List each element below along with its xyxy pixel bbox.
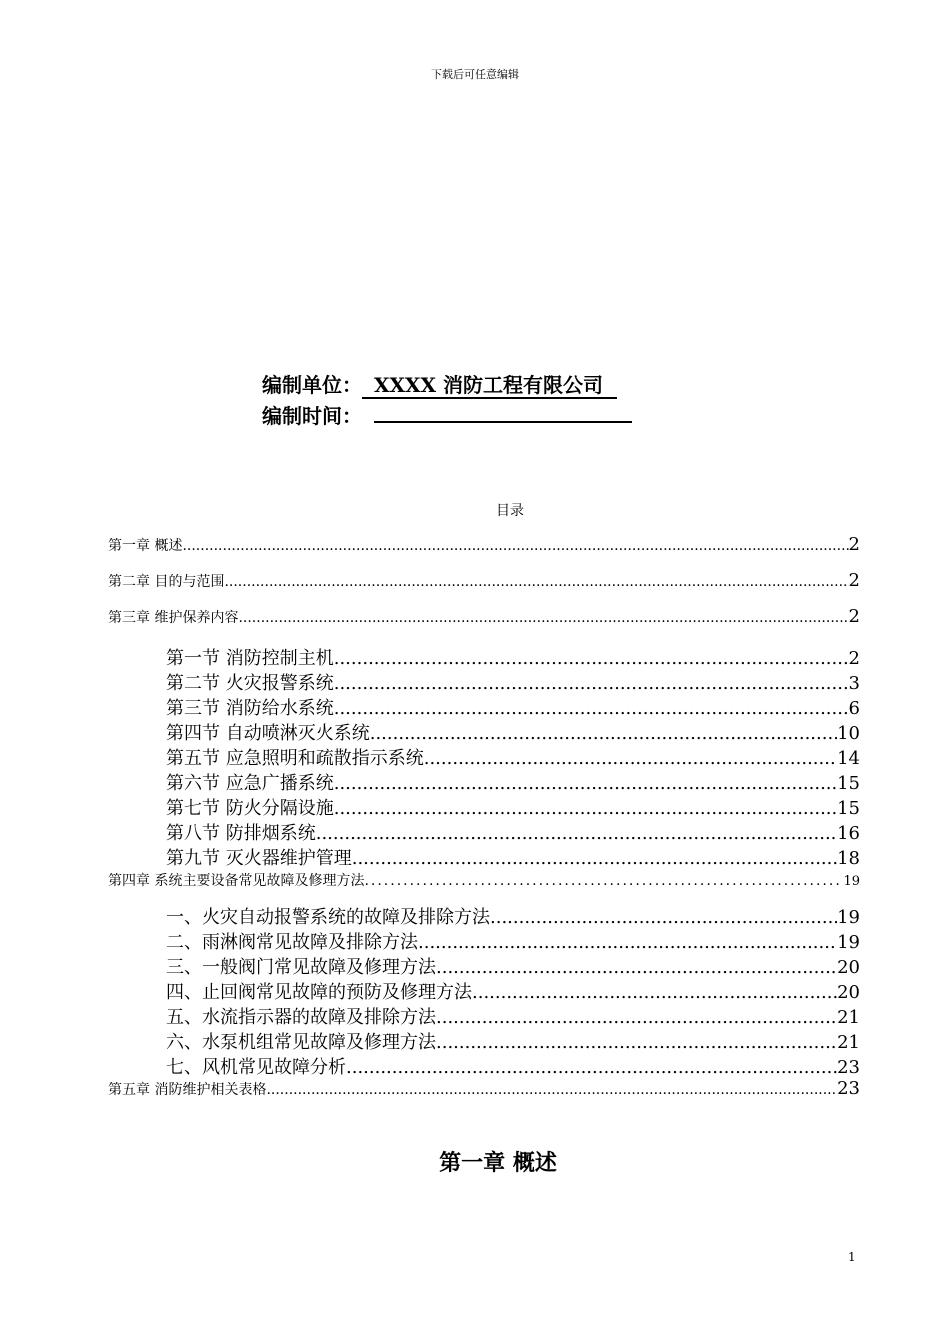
- compiler-unit-value: XXXX 消防工程有限公司: [362, 373, 617, 399]
- compiler-time-label: 编制时间：: [262, 404, 362, 428]
- toc-entry-item-4[interactable]: 四、止回阀常见故障的预防及修理方法 ..... 20: [166, 978, 860, 1002]
- toc-entry-chapter-2[interactable]: 第二章 目的与范围 ..... 2: [108, 570, 860, 591]
- toc-entry-section-6[interactable]: 第六节 应急广播系统 ..... 15: [166, 769, 860, 793]
- toc-entry-section-7[interactable]: 第七节 防火分隔设施 ..... 15: [166, 794, 860, 818]
- toc-entry-item-3[interactable]: 三、一般阀门常见故障及修理方法 ..... 20: [166, 953, 860, 977]
- toc-entry-item-1[interactable]: 一、火灾自动报警系统的故障及排除方法 ..... 19: [166, 903, 860, 927]
- toc-entry-item-2[interactable]: 二、雨淋阀常见故障及排除方法 ..... 19: [166, 928, 860, 952]
- toc-entry-section-1[interactable]: 第一节 消防控制主机 ..... 2: [166, 644, 860, 668]
- toc-entry-section-9[interactable]: 第九节 灭火器维护管理 ..... 18: [166, 844, 860, 868]
- toc-title: 目录: [496, 503, 524, 519]
- compiler-time-blank: [374, 399, 632, 423]
- toc-entry-section-8[interactable]: 第八节 防排烟系统 ..... 16: [166, 819, 860, 843]
- toc-entry-section-2[interactable]: 第二节 火灾报警系统 ..... 3: [166, 669, 860, 693]
- toc-entry-item-5[interactable]: 五、水流指示器的故障及排除方法 ..... 21: [166, 1003, 860, 1027]
- page-header: 下载后可任意编辑: [431, 68, 519, 81]
- toc-entry-item-6[interactable]: 六、水泵机组常见故障及修理方法 ..... 21: [166, 1028, 860, 1052]
- toc-entry-section-3[interactable]: 第三节 消防给水系统 ..... 6: [166, 694, 860, 718]
- toc-entry-chapter-1[interactable]: 第一章 概述 ..... 2: [108, 534, 860, 555]
- toc-entry-item-7[interactable]: 七、风机常见故障分析 ..... 23: [166, 1053, 860, 1077]
- compiler-unit-label: 编制单位：: [262, 373, 362, 397]
- toc-entry-chapter-5[interactable]: 第五章 消防维护相关表格 ..... 23: [108, 1078, 860, 1099]
- toc-entry-section-5[interactable]: 第五节 应急照明和疏散指示系统 ..... 14: [166, 744, 860, 768]
- compiler-unit-row: [262, 373, 617, 399]
- toc-entry-section-4[interactable]: 第四节 自动喷淋灭火系统 ..... 10: [166, 719, 860, 743]
- compiler-time-row: [262, 399, 632, 428]
- toc-entry-chapter-3[interactable]: 第三章 维护保养内容 ..... 2: [108, 606, 860, 627]
- chapter-heading: 第一章 概述: [439, 1151, 557, 1176]
- page-number: 1: [848, 1250, 856, 1264]
- toc-entry-chapter-4[interactable]: 第四章 系统主要设备常见故障及修理方法 ..... 19: [108, 870, 860, 890]
